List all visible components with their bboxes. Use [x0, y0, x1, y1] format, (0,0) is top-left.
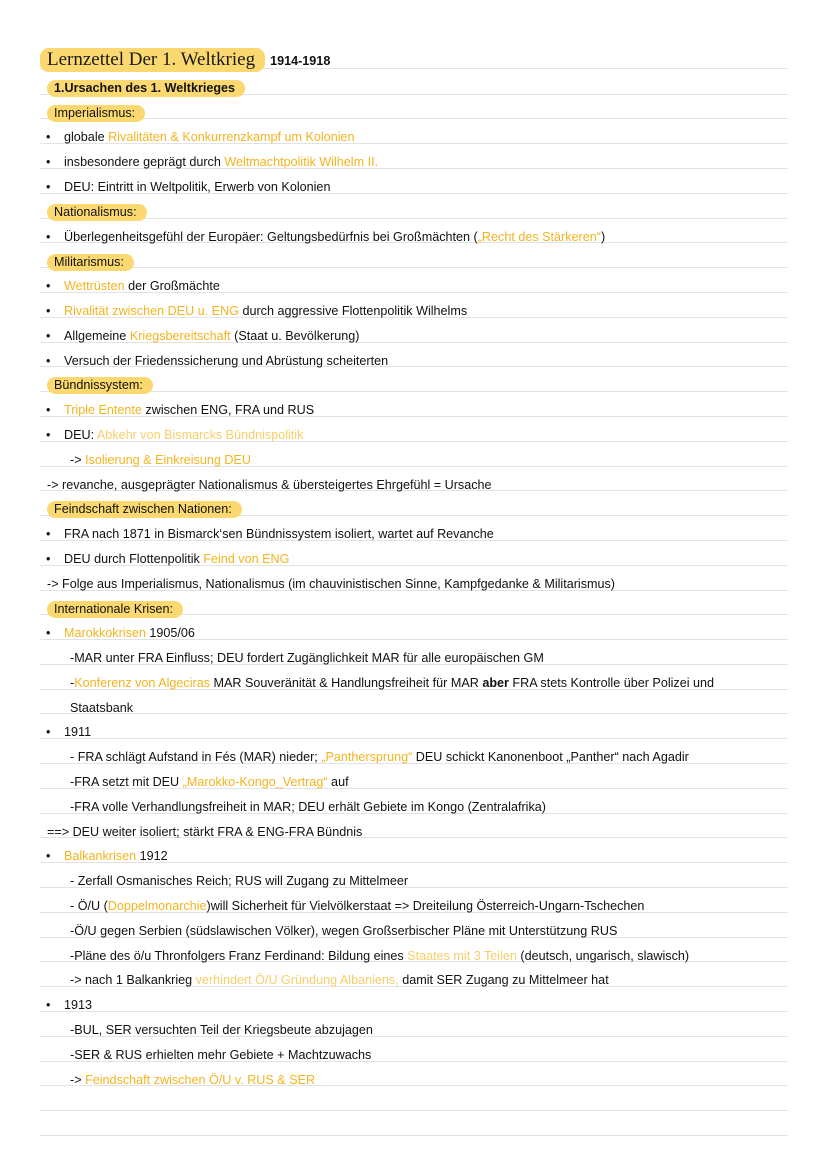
text: - — [70, 676, 75, 690]
bullet-icon: • — [46, 279, 51, 293]
conclusion-line — [40, 572, 795, 597]
highlight-text: Isolierung & Einkreisung DEU — [85, 453, 251, 467]
text: -Ö/U gegen Serbien (südslawischen Völker), wegen Großserbischer Pläne mit Unterstützung RUS — [70, 924, 618, 938]
list-subitem — [40, 919, 818, 944]
text: Staatsbank — [70, 701, 134, 715]
heading-label: Feindschaft zwischen Nationen: — [47, 501, 242, 518]
title-row — [40, 46, 788, 74]
bullet-icon: • — [46, 527, 51, 541]
text: zwischen ENG, FRA und RUS — [141, 403, 315, 417]
list-item — [40, 225, 788, 250]
bullet-icon: • — [46, 552, 51, 566]
page-title: Lernzettel Der 1. Weltkrieg — [40, 48, 265, 72]
heading-imperialismus — [40, 101, 795, 126]
heading-krisen — [40, 597, 795, 622]
highlight-text: „Panthersprung“ — [321, 750, 413, 764]
text: -FRA setzt mit DEU — [70, 775, 183, 789]
bullet-icon: • — [46, 849, 51, 863]
list-item — [40, 398, 788, 423]
text: -> nach 1 Balkankrieg — [70, 973, 196, 987]
list-subitem — [40, 1018, 818, 1043]
highlight-text: „Marokko-Kongo_Vertrag“ — [182, 775, 328, 789]
bullet-icon: • — [46, 998, 51, 1012]
list-item — [40, 150, 788, 175]
text: 1913 — [64, 998, 93, 1012]
list-item — [40, 547, 788, 572]
bullet-icon: • — [46, 725, 51, 739]
text: ==> DEU weiter isoliert; stärkt FRA & ENG-FRA Bündnis — [47, 825, 363, 839]
text: durch aggressive Flottenpolitik Wilhelms — [238, 304, 468, 318]
list-subitem — [40, 968, 818, 993]
list-subitem — [40, 869, 818, 894]
text: )will Sicherheit für Vielvölkerstaat => Dreiteilung Österreich-Ungarn-Tschechen — [206, 899, 645, 913]
bullet-icon: • — [46, 230, 51, 244]
text: der Großmächte — [124, 279, 220, 293]
list-item — [40, 720, 788, 745]
heading-label: Militarismus: — [47, 254, 134, 271]
text: 1912 — [136, 849, 168, 863]
text: DEU: Eintritt in Weltpolitik, Erwerb von Kolonien — [64, 180, 331, 194]
text: - Zerfall Osmanisches Reich; RUS will Zugang zu Mittelmeer — [70, 874, 409, 888]
list-subitem — [40, 448, 818, 473]
heading-buendnissystem — [40, 373, 795, 398]
highlight-text: Triple Entente — [64, 403, 142, 417]
list-item — [40, 349, 788, 374]
ruled-line — [40, 1110, 788, 1111]
text: Versuch der Friedenssicherung und Abrüstung scheiterten — [64, 354, 389, 368]
list-item — [40, 844, 788, 869]
text: -Pläne des ö/u Thronfolgers Franz Ferdinand: Bildung eines — [70, 949, 408, 963]
text: -SER & RUS erhielten mehr Gebiete + Machtzuwachs — [70, 1048, 372, 1062]
list-subitem — [40, 671, 818, 696]
highlight-text: Doppelmonarchie — [107, 899, 207, 913]
list-item — [40, 274, 788, 299]
text: - Ö/U ( — [70, 899, 108, 913]
text: MAR Souveränität & Handlungsfreiheit für MAR — [210, 676, 483, 690]
highlight-text: „Recht des Stärkeren“ — [477, 230, 601, 244]
heading-label: Imperialismus: — [47, 105, 145, 122]
bullet-icon: • — [46, 155, 51, 169]
list-item — [40, 423, 788, 448]
list-item — [40, 993, 788, 1018]
text: DEU: — [64, 428, 97, 442]
highlight-text: verhindert Ö/U Gründung Albaniens, — [195, 973, 399, 987]
text: (deutsch, ungarisch, slawisch) — [516, 949, 690, 963]
list-subitem — [40, 696, 818, 721]
text: -> — [70, 453, 86, 467]
text: -FRA volle Verhandlungsfreiheit in MAR; DEU erhält Gebiete im Kongo (Zentralafrika) — [70, 800, 546, 814]
ruled-line — [40, 1135, 788, 1136]
text: -> revanche, ausgeprägter Nationalismus & übersteigertes Ehrgefühl = Ursache — [47, 478, 492, 492]
highlight-text: Staates mit 3 Teilen — [407, 949, 517, 963]
highlight-text: Balkankrisen — [64, 849, 137, 863]
text: (Staat u. Bevölkerung) — [230, 329, 360, 343]
text: DEU durch Flottenpolitik — [64, 552, 204, 566]
highlight-text: Feind von ENG — [203, 552, 290, 566]
text: 1911 — [64, 725, 92, 739]
bullet-icon: • — [46, 130, 51, 144]
highlight-text: Marokkokrisen — [64, 626, 146, 640]
text: FRA nach 1871 in Bismarck‘sen Bündnissystem isoliert, wartet auf Revanche — [64, 527, 494, 541]
text: -> Folge aus Imperialismus, Nationalismus (im chauvinistischen Sinne, Kampfgedanke & Militarismus) — [47, 577, 615, 591]
heading-label: Bündnissystem: — [47, 377, 153, 394]
text: Allgemeine — [64, 329, 130, 343]
list-item — [40, 522, 788, 547]
heading-label: Nationalismus: — [47, 204, 147, 221]
conclusion-line — [40, 473, 795, 498]
text: damit SER Zugang zu Mittelmeer hat — [398, 973, 609, 987]
list-item — [40, 324, 788, 349]
list-subitem — [40, 795, 818, 820]
bullet-icon: • — [46, 354, 51, 368]
list-subitem — [40, 1043, 818, 1068]
highlight-text: Kriegsbereitschaft — [129, 329, 231, 343]
title-years: 1914-1918 — [270, 54, 331, 68]
text: FRA stets Kontrolle über Polizei und — [508, 676, 715, 690]
list-subitem — [40, 894, 818, 919]
bullet-icon: • — [46, 329, 51, 343]
heading-nationalismus — [40, 200, 795, 225]
text: 1905/06 — [145, 626, 195, 640]
section-heading — [40, 76, 795, 101]
list-subitem — [40, 646, 818, 671]
list-subitem — [40, 1068, 818, 1093]
heading-label: Internationale Krisen: — [47, 601, 183, 618]
highlight-text: Rivalitäten & Konkurrenzkampf um Kolonien — [108, 130, 355, 144]
highlight-text: Wettrüsten — [64, 279, 125, 293]
bullet-icon: • — [46, 428, 51, 442]
bullet-icon: • — [46, 180, 51, 194]
text: DEU schickt Kanonenboot „Panther“ nach Agadir — [412, 750, 689, 764]
list-subitem — [40, 770, 818, 795]
highlight-text: Weltmachtpolitik Wilhelm II. — [224, 155, 379, 169]
heading-militarismus — [40, 250, 795, 275]
highlight-text: Rivalität zwischen DEU u. ENG — [64, 304, 239, 318]
text: -> — [70, 1073, 86, 1087]
text: -MAR unter FRA Einfluss; DEU fordert Zugänglichkeit MAR für alle europäischen GM — [70, 651, 544, 665]
text: auf — [327, 775, 349, 789]
list-subitem — [40, 944, 818, 969]
list-item — [40, 621, 788, 646]
list-item — [40, 299, 788, 324]
section-title-causes: 1.Ursachen des 1. Weltkrieges — [47, 80, 245, 97]
list-subitem — [40, 745, 818, 770]
conclusion-line — [40, 820, 795, 845]
text: -BUL, SER versuchten Teil der Kriegsbeute abzujagen — [70, 1023, 373, 1037]
list-item — [40, 175, 788, 200]
list-item — [40, 125, 788, 150]
highlight-text: Abkehr von Bismarcks Bündnispolitik — [96, 428, 304, 442]
bullet-icon: • — [46, 626, 51, 640]
bullet-icon: • — [46, 304, 51, 318]
text: - FRA schlägt Aufstand in Fés (MAR) nieder; — [70, 750, 322, 764]
text: insbesondere geprägt durch — [64, 155, 225, 169]
text: globale — [64, 130, 109, 144]
heading-feindschaft — [40, 497, 795, 522]
bullet-icon: • — [46, 403, 51, 417]
highlight-text: Feindschaft zwischen Ö/U v. RUS & SER — [85, 1073, 316, 1087]
text: Überlegenheitsgefühl der Europäer: Geltungsbedürfnis bei Großmächten ( — [64, 230, 478, 244]
text: ) — [600, 230, 606, 244]
highlight-text: Konferenz von Algeciras — [74, 676, 211, 690]
bold-text: aber — [482, 676, 509, 690]
